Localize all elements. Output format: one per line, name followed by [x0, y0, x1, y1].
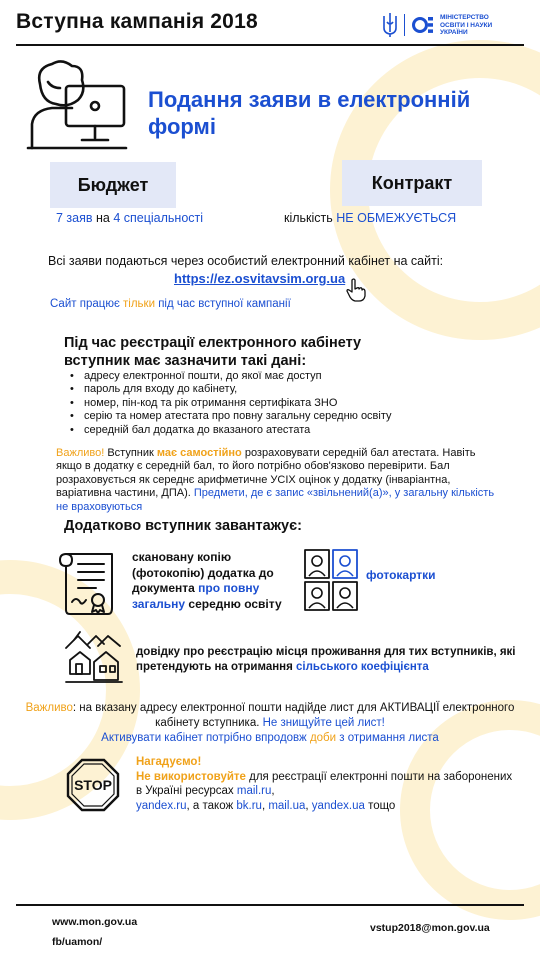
- footer-links: [52, 912, 137, 952]
- list-item: • адресу електронної пошти, до якої має доступ: [70, 370, 392, 383]
- trident-icon: [382, 12, 398, 38]
- logo-separator: [404, 14, 405, 36]
- average-score-note: Важливо! Вступник має самостійно розраховувати середній бал атестата. Навіть якщо в додатку є середній бал, то його потрібно обов'язково перевірити. Бал розраховується як середнє арифметичне УСІХ оцінок у додатку (інваріантна, варіативна частини, ДПА). Предмети, де є запис «звільнений(а)», у загальну кількість не враховуються: [56, 447, 495, 513]
- contract-limit-text: кількість НЕ ОБМЕЖУЄТЬСЯ: [284, 211, 457, 225]
- forbidden-mail-reminder: Нагадуємо! Не використовуйте для реєстрації електронні пошти на заборонених в Україні ресурсах mail.ru, yandex.ru, а також bk.ru, mail.ua, yandex.ua тощо: [136, 756, 513, 812]
- photos-icon: [304, 548, 358, 612]
- certificate-document-icon: [58, 548, 114, 616]
- photos-label: фотокартки: [366, 568, 436, 582]
- village-houses-icon: [64, 630, 124, 686]
- campaign-title: Вступна кампанія 2018: [16, 10, 258, 33]
- ministry-name: МІНІСТЕРСТВО ОСВІТИ І НАУКИ УКРАЇНИ: [440, 14, 493, 36]
- footer-divider: [16, 904, 524, 906]
- activation-note: Важливо: на вказану адресу електронної пошти надійде лист для АКТИВАЦІЇ електронного кабінету вступника. Не знищуйте цей лист! Активувати кабінет потрібно впродовж доби з отримання листа: [25, 702, 515, 744]
- attestat-supplement-text: скановану копію (фотокопію) додатка до документа про повну загальну середню освіту: [132, 550, 282, 611]
- registration-heading: Під час реєстрації електронного кабінету вступник має зазначити такі дані:: [64, 335, 362, 369]
- ministry-website-link[interactable]: www.mon.gov.ua: [52, 916, 138, 928]
- header-divider: [16, 44, 524, 46]
- pointer-hand-icon: [346, 278, 366, 302]
- application-site-link[interactable]: https://ez.osvitavsim.org.ua: [174, 271, 346, 286]
- stop-sign-icon: [66, 758, 120, 812]
- stop-sign-text: STOP: [74, 777, 112, 793]
- list-item: • середній бал додатка до вказаного атестата: [70, 424, 392, 437]
- budget-box: Бюджет: [50, 162, 176, 208]
- budget-limit-text: 7 заяв на 4 спеціальності: [56, 211, 204, 225]
- site-availability-note: Сайт працює тільки під час вступної кампанії: [50, 298, 291, 310]
- contract-box: Контракт: [342, 160, 482, 206]
- mon-mark-icon: [412, 14, 434, 36]
- facebook-link[interactable]: fb/uamon/: [52, 936, 103, 948]
- registration-data-list: [70, 370, 392, 437]
- contact-email-link[interactable]: vstup2018@mon.gov.ua: [370, 922, 490, 934]
- header: [0, 0, 540, 48]
- list-item: • номер, пін-код та рік отримання сертифіката ЗНО: [70, 397, 392, 410]
- person-at-computer-icon: [22, 58, 132, 154]
- list-item: • пароль для входу до кабінету,: [70, 383, 392, 396]
- residence-certificate-text: довідку про реєстрацію місця проживання для тих вступників, які претендують на отримання сільського коефіцієнта: [136, 646, 516, 673]
- ministry-logo: [382, 12, 522, 40]
- site-intro-text: Всі заяви подаються через особистий електронний кабінет на сайті:: [48, 254, 444, 268]
- additional-heading: Додатково вступник завантажує:: [64, 518, 302, 534]
- main-title: Подання заяви в електронній формі: [148, 87, 471, 139]
- list-item: • серію та номер атестата про повну загальну середню освіту: [70, 410, 392, 423]
